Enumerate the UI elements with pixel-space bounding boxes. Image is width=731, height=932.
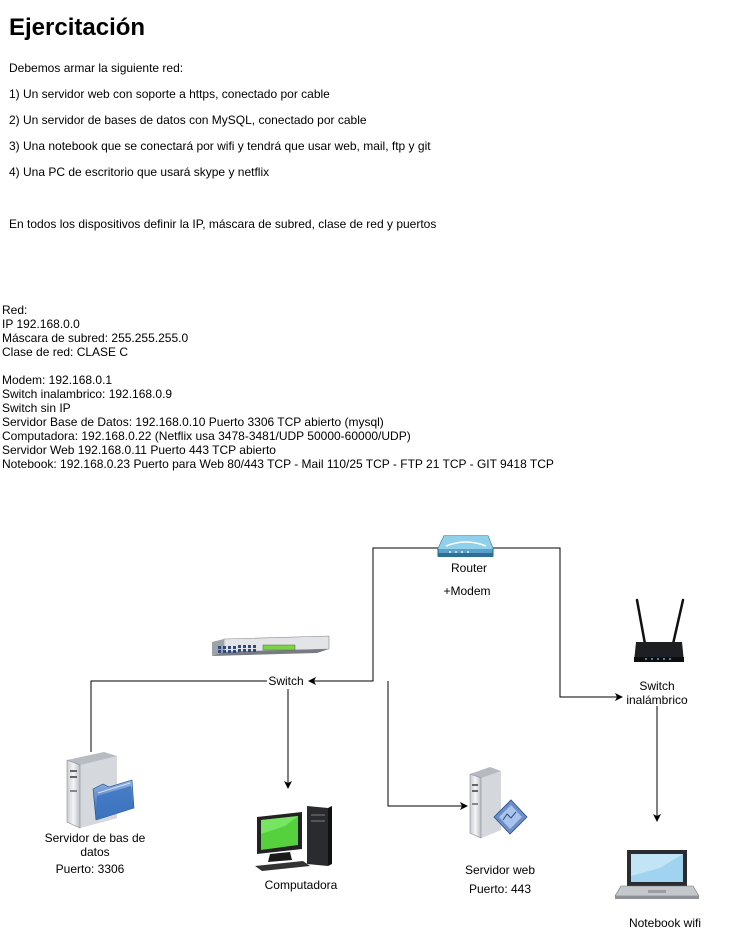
device-modem: Modem: 192.168.0.1 <box>2 373 113 387</box>
connector-switch-to-db <box>91 681 267 752</box>
network-class: Clase de red: CLASE C <box>2 345 129 359</box>
notebook-label: Notebook wifi <box>628 916 702 930</box>
device-notebook: Notebook: 192.168.0.23 Puerto para Web 80/443 TCP - Mail 110/25 TCP - FTP 21 TCP - GIT 9418 TCP <box>2 457 554 471</box>
database-server-icon <box>67 752 134 828</box>
definition-note: En todos los dispositivos definir la IP, máscara de subred, clase de red y puertos <box>9 217 437 231</box>
web-server-icon <box>470 767 527 838</box>
router-label: Router <box>450 561 488 575</box>
network-mask: Máscara de subred: 255.255.255.0 <box>2 331 189 345</box>
modem-label: +Modem <box>443 584 491 598</box>
switch-icon <box>212 636 329 656</box>
connector-router-to-switch <box>309 548 438 681</box>
db-server-label-2: datos <box>80 845 110 859</box>
network-label: Red: <box>2 303 28 317</box>
notebook-icon <box>615 850 699 899</box>
device-web-server: Servidor Web 192.168.0.11 Puerto 443 TCP abierto <box>2 443 276 457</box>
switch-label: Switch <box>268 674 304 688</box>
page-title: Ejercitación <box>9 14 146 41</box>
intro-text: Debemos armar la siguiente red: <box>9 61 184 75</box>
web-server-port: Puerto: 443 <box>468 882 532 896</box>
connector-switch-to-webserver <box>388 681 467 806</box>
wireless-switch-icon <box>634 600 684 662</box>
device-db-server: Servidor Base de Datos: 192.168.0.10 Puerto 3306 TCP abierto (mysql) <box>2 415 384 429</box>
requirement-4: 4) Una PC de escritorio que usará skype y netflix <box>9 165 270 179</box>
connector-router-to-wireless <box>493 548 622 697</box>
requirement-1: 1) Un servidor web con soporte a https, conectado por cable <box>9 87 330 101</box>
db-server-label-1: Servidor de bas de <box>44 831 146 845</box>
device-wireless-switch: Switch inalambrico: 192.168.0.9 <box>2 387 173 401</box>
computer-label: Computadora <box>264 878 338 892</box>
router-icon <box>438 536 493 557</box>
web-server-label: Servidor web <box>464 863 536 877</box>
db-server-port: Puerto: 3306 <box>55 862 125 876</box>
device-switch: Switch sin IP <box>2 401 71 415</box>
requirement-2: 2) Un servidor de bases de datos con MySQL, conectado por cable <box>9 113 367 127</box>
device-computer: Computadora: 192.168.0.22 (Netflix usa 3478-3481/UDP 50000-60000/UDP) <box>2 429 411 443</box>
network-ip: IP 192.168.0.0 <box>2 317 80 331</box>
computer-icon <box>255 806 332 871</box>
wireless-switch-label-2: inalámbrico <box>626 693 688 707</box>
wireless-switch-label-1: Switch <box>639 679 675 693</box>
requirement-3: 3) Una notebook que se conectará por wifi y tendrá que usar web, mail, ftp y git <box>9 139 431 153</box>
